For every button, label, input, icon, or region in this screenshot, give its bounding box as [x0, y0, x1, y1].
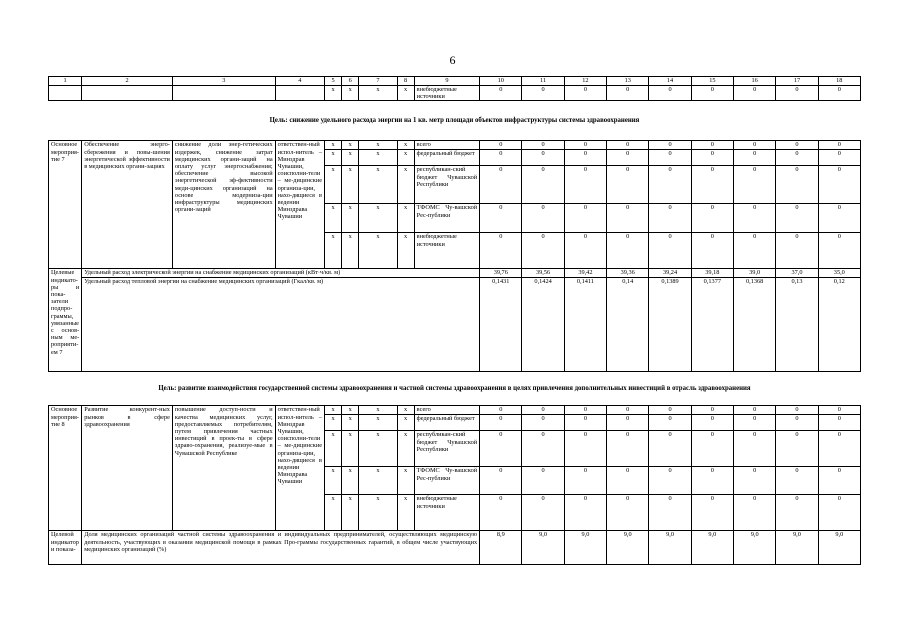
- value-cell: 0: [522, 141, 564, 150]
- value-cell: 0: [818, 166, 860, 204]
- indicator-value: 39,18: [691, 269, 733, 278]
- value-cell: 0: [480, 415, 522, 431]
- x-mark: x: [325, 166, 342, 204]
- x-mark: x: [359, 233, 397, 269]
- value-cell: 0: [522, 204, 564, 233]
- value-cell: 0: [480, 495, 522, 531]
- empty-cell: [172, 86, 275, 101]
- responsible-executor: ответствен-ный испол-нитель – Минздрав Чувашии, соисполни-тели – ме-дицинские организа-ции, нахо-дящиеся в ведении Минздрава Чувашии: [275, 141, 324, 269]
- value-cell: 0: [564, 204, 606, 233]
- value-cell: 0: [691, 233, 733, 269]
- value-cell: 0: [564, 431, 606, 467]
- column-number: 2: [82, 77, 173, 86]
- indicator-value: 39,36: [607, 269, 649, 278]
- value-cell: 0: [734, 415, 776, 431]
- x-mark: x: [359, 86, 397, 101]
- value-cell: 0: [691, 86, 733, 101]
- value-cell: 0: [818, 495, 860, 531]
- funding-source: республикан-ский бюджет Чувашской Республики: [414, 166, 479, 204]
- value-cell: 0: [564, 415, 606, 431]
- carry-row: [49, 86, 861, 101]
- value-cell: 0: [522, 431, 564, 467]
- value-cell: 0: [776, 415, 818, 431]
- value-cell: 0: [607, 467, 649, 495]
- value-cell: 0: [649, 141, 691, 150]
- value-cell: 0: [691, 431, 733, 467]
- column-number: 1: [49, 77, 82, 86]
- value-cell: 0: [734, 141, 776, 150]
- indicator-value: 37,0: [776, 269, 818, 278]
- x-mark: x: [342, 233, 359, 269]
- indicator-value: 0,1424: [522, 278, 564, 372]
- value-cell: 0: [522, 150, 564, 166]
- value-cell: 0: [734, 467, 776, 495]
- value-cell: 0: [734, 431, 776, 467]
- value-cell: 0: [776, 467, 818, 495]
- column-number: 17: [776, 77, 818, 86]
- goal-row: [49, 101, 861, 141]
- x-mark: x: [397, 233, 414, 269]
- indicator-value: 0,1411: [564, 278, 606, 372]
- value-cell: 0: [522, 233, 564, 269]
- value-cell: 0: [480, 233, 522, 269]
- value-cell: 0: [564, 467, 606, 495]
- x-mark: x: [342, 415, 359, 431]
- value-cell: 0: [522, 406, 564, 415]
- indicator-value: 9,0: [522, 531, 564, 565]
- value-cell: 0: [607, 204, 649, 233]
- indicator-value: 9,0: [818, 531, 860, 565]
- value-cell: 0: [649, 166, 691, 204]
- x-mark: x: [359, 141, 397, 150]
- funding-source: республикан-ский бюджет Чувашской Республики: [414, 431, 479, 467]
- value-cell: 0: [818, 86, 860, 101]
- value-cell: 0: [776, 204, 818, 233]
- indicator-label: Целевые индикато-ры и пока-затели подпро-граммы, увязанные с основ-ным ме-роприяти-ем 7: [49, 269, 82, 372]
- x-mark: x: [325, 431, 342, 467]
- value-cell: 0: [776, 431, 818, 467]
- funding-source: федеральный бюджет: [414, 150, 479, 166]
- indicator-value: 39,42: [564, 269, 606, 278]
- column-number: 13: [607, 77, 649, 86]
- event-title: Обеспечение энерго-сбережения и повы-шения энергетической эффективности в медицинских органи-зациях: [82, 141, 173, 269]
- value-cell: 0: [564, 86, 606, 101]
- event-description: снижение доли энер-гетических издержек, снижение затрат медицинских органи-заций на оплату услуг энергоснабжения; обеспечение высокой энергетической эф-фективности меди-цинских организаций на основе модерниза-ции инфраструктуры медицинских органи-заций: [172, 141, 275, 269]
- value-cell: 0: [734, 406, 776, 415]
- value-cell: 0: [649, 86, 691, 101]
- indicator-value: 9,0: [607, 531, 649, 565]
- value-cell: 0: [607, 406, 649, 415]
- indicator-value: 9,0: [776, 531, 818, 565]
- value-cell: 0: [480, 166, 522, 204]
- empty-cell: [82, 86, 173, 101]
- column-number: 16: [734, 77, 776, 86]
- indicator-value: 0,13: [776, 278, 818, 372]
- value-cell: 0: [564, 495, 606, 531]
- x-mark: x: [342, 406, 359, 415]
- x-mark: x: [359, 150, 397, 166]
- indicator-text: Удельный расход тепловой энергии на снабжение медицинских организаций (Гкал/кв. м): [82, 278, 480, 372]
- value-cell: 0: [649, 406, 691, 415]
- x-mark: x: [397, 415, 414, 431]
- x-mark: x: [325, 495, 342, 531]
- value-cell: 0: [818, 467, 860, 495]
- value-cell: 0: [691, 204, 733, 233]
- column-number: 6: [342, 77, 359, 86]
- funding-source: внебюджетные источники: [414, 86, 479, 101]
- value-cell: 0: [691, 150, 733, 166]
- column-number: 10: [480, 77, 522, 86]
- column-number: 5: [325, 77, 342, 86]
- x-mark: x: [325, 150, 342, 166]
- indicator-value: 0,12: [818, 278, 860, 372]
- empty-cell: [275, 86, 324, 101]
- indicator-value: 8,9: [480, 531, 522, 565]
- value-cell: 0: [564, 166, 606, 204]
- x-mark: x: [342, 86, 359, 101]
- value-cell: 0: [691, 467, 733, 495]
- value-cell: 0: [776, 166, 818, 204]
- value-cell: 0: [649, 415, 691, 431]
- indicator-row: [49, 269, 861, 278]
- event-title: Развитие конкурент-ных рынков в сфере здравоохранения: [82, 406, 173, 531]
- indicator-value: 9,0: [691, 531, 733, 565]
- goal-heading: Цель: развитие взаимодействия государственной системы здравоохранения и частной системы здравоохранения в целях привлечения дополнительных инвестиций в отрасль здравоохранения: [158, 385, 751, 393]
- page-number: 6: [449, 53, 456, 67]
- value-cell: 0: [607, 166, 649, 204]
- value-cell: 0: [649, 233, 691, 269]
- funding-source: внебюджетные источники: [414, 495, 479, 531]
- indicator-value: 39,56: [522, 269, 564, 278]
- x-mark: x: [397, 141, 414, 150]
- value-cell: 0: [691, 495, 733, 531]
- program-table: [48, 76, 861, 565]
- value-cell: 0: [564, 406, 606, 415]
- x-mark: x: [397, 467, 414, 495]
- x-mark: x: [397, 406, 414, 415]
- indicator-value: 0,1377: [691, 278, 733, 372]
- x-mark: x: [325, 233, 342, 269]
- value-cell: 0: [607, 86, 649, 101]
- value-cell: 0: [480, 431, 522, 467]
- x-mark: x: [342, 166, 359, 204]
- column-number: 9: [414, 77, 479, 86]
- value-cell: 0: [607, 150, 649, 166]
- value-cell: 0: [649, 495, 691, 531]
- value-cell: 0: [818, 431, 860, 467]
- value-cell: 0: [522, 86, 564, 101]
- column-number: 4: [275, 77, 324, 86]
- value-cell: 0: [691, 406, 733, 415]
- x-mark: x: [359, 166, 397, 204]
- indicator-text: Удельный расход электрической энергии на снабжение медицинских организаций (кВт·ч/кв. м): [82, 269, 480, 278]
- x-mark: x: [325, 467, 342, 495]
- indicator-value: 39,76: [480, 269, 522, 278]
- indicator-value: 35,0: [818, 269, 860, 278]
- event-description: повышение доступ-ности и качества медицинских услуг, предоставляемых потребителям, путем привлечения частных инвестиций в проек-ты в сфере здраво-охранения, реализуе-мые в Чувашской Республике: [172, 406, 275, 531]
- value-cell: 0: [818, 406, 860, 415]
- value-cell: 0: [522, 467, 564, 495]
- indicator-value: 9,0: [564, 531, 606, 565]
- value-cell: 0: [480, 150, 522, 166]
- value-cell: 0: [818, 141, 860, 150]
- value-cell: 0: [776, 495, 818, 531]
- value-cell: 0: [522, 166, 564, 204]
- x-mark: x: [397, 431, 414, 467]
- value-cell: 0: [776, 233, 818, 269]
- x-mark: x: [397, 495, 414, 531]
- x-mark: x: [359, 431, 397, 467]
- value-cell: 0: [734, 233, 776, 269]
- x-mark: x: [342, 141, 359, 150]
- indicator-row: [49, 278, 861, 372]
- x-mark: x: [359, 204, 397, 233]
- header-row: [49, 77, 861, 86]
- value-cell: 0: [734, 86, 776, 101]
- x-mark: x: [325, 204, 342, 233]
- value-cell: 0: [776, 141, 818, 150]
- column-number: 18: [818, 77, 860, 86]
- event-label: Основное мероприя-тие 8: [49, 406, 82, 531]
- indicator-value: 0,1389: [649, 278, 691, 372]
- value-cell: 0: [734, 495, 776, 531]
- indicator-value: 39,24: [649, 269, 691, 278]
- indicator-value: 9,0: [734, 531, 776, 565]
- indicator-row: [49, 531, 861, 565]
- x-mark: x: [325, 141, 342, 150]
- value-cell: 0: [818, 204, 860, 233]
- column-number: 11: [522, 77, 564, 86]
- value-cell: 0: [776, 150, 818, 166]
- value-cell: 0: [522, 495, 564, 531]
- x-mark: x: [359, 406, 397, 415]
- column-number: 15: [691, 77, 733, 86]
- indicator-value: 9,0: [649, 531, 691, 565]
- value-cell: 0: [480, 86, 522, 101]
- x-mark: x: [397, 86, 414, 101]
- value-cell: 0: [649, 150, 691, 166]
- empty-cell: [49, 86, 82, 101]
- value-cell: 0: [649, 431, 691, 467]
- value-cell: 0: [734, 150, 776, 166]
- column-number: 3: [172, 77, 275, 86]
- value-cell: 0: [564, 150, 606, 166]
- event-label: Основное мероприя-тие 7: [49, 141, 82, 269]
- funding-source: ТФОМС Чу-вашской Рес-публики: [414, 467, 479, 495]
- x-mark: x: [342, 431, 359, 467]
- value-cell: 0: [691, 141, 733, 150]
- indicator-value: 0,14: [607, 278, 649, 372]
- value-cell: 0: [734, 166, 776, 204]
- x-mark: x: [325, 406, 342, 415]
- goal-heading: Цель: снижение удельного расхода энергии на 1 кв. метр площади объектов инфраструктуры системы здравоохранения: [269, 117, 640, 125]
- column-number: 7: [359, 77, 397, 86]
- value-cell: 0: [691, 166, 733, 204]
- value-cell: 0: [776, 86, 818, 101]
- funding-row: [49, 406, 861, 415]
- indicator-text: Доля медицинских организаций частной системы здравоохранения и индивидуальных предпринимателей, осуществляющих медицинскую деятельность, участвующих в оказании медицинской помощи в рамках Про-граммы государственных гарантий, в общем числе участвующих медицинских организаций (%): [82, 531, 480, 565]
- funding-source: всего: [414, 406, 479, 415]
- indicator-label: Целевой индикатор и показа-: [49, 531, 82, 565]
- x-mark: x: [342, 495, 359, 531]
- funding-source: ТФОМС Чу-вашской Рес-публики: [414, 204, 479, 233]
- x-mark: x: [342, 150, 359, 166]
- indicator-value: 0,1368: [734, 278, 776, 372]
- indicator-value: 39,0: [734, 269, 776, 278]
- funding-source: внебюджетные источники: [414, 233, 479, 269]
- x-mark: x: [397, 204, 414, 233]
- value-cell: 0: [480, 204, 522, 233]
- column-number: 8: [397, 77, 414, 86]
- value-cell: 0: [607, 141, 649, 150]
- x-mark: x: [342, 204, 359, 233]
- value-cell: 0: [480, 141, 522, 150]
- funding-row: [49, 141, 861, 150]
- x-mark: x: [359, 495, 397, 531]
- value-cell: 0: [818, 415, 860, 431]
- x-mark: x: [359, 467, 397, 495]
- x-mark: x: [359, 415, 397, 431]
- x-mark: x: [397, 150, 414, 166]
- x-mark: x: [397, 166, 414, 204]
- value-cell: 0: [649, 204, 691, 233]
- x-mark: x: [342, 467, 359, 495]
- value-cell: 0: [480, 406, 522, 415]
- funding-source: федеральный бюджет: [414, 415, 479, 431]
- value-cell: 0: [607, 233, 649, 269]
- responsible-executor: ответствен-ный испол-нитель – Минздрав Чувашии, соисполни-тели – ме-дицинские организа-ции, нахо-дящиеся в ведении Минздрава Чувашии: [275, 406, 324, 531]
- value-cell: 0: [607, 431, 649, 467]
- value-cell: 0: [818, 233, 860, 269]
- value-cell: 0: [649, 467, 691, 495]
- value-cell: 0: [607, 415, 649, 431]
- column-number: 12: [564, 77, 606, 86]
- value-cell: 0: [607, 495, 649, 531]
- indicator-value: 0,1431: [480, 278, 522, 372]
- value-cell: 0: [480, 467, 522, 495]
- value-cell: 0: [691, 415, 733, 431]
- value-cell: 0: [564, 233, 606, 269]
- column-number: 14: [649, 77, 691, 86]
- value-cell: 0: [776, 406, 818, 415]
- value-cell: 0: [564, 141, 606, 150]
- goal-row: [49, 372, 861, 406]
- value-cell: 0: [522, 415, 564, 431]
- x-mark: x: [325, 415, 342, 431]
- value-cell: 0: [818, 150, 860, 166]
- value-cell: 0: [734, 204, 776, 233]
- x-mark: x: [325, 86, 342, 101]
- funding-source: всего: [414, 141, 479, 150]
